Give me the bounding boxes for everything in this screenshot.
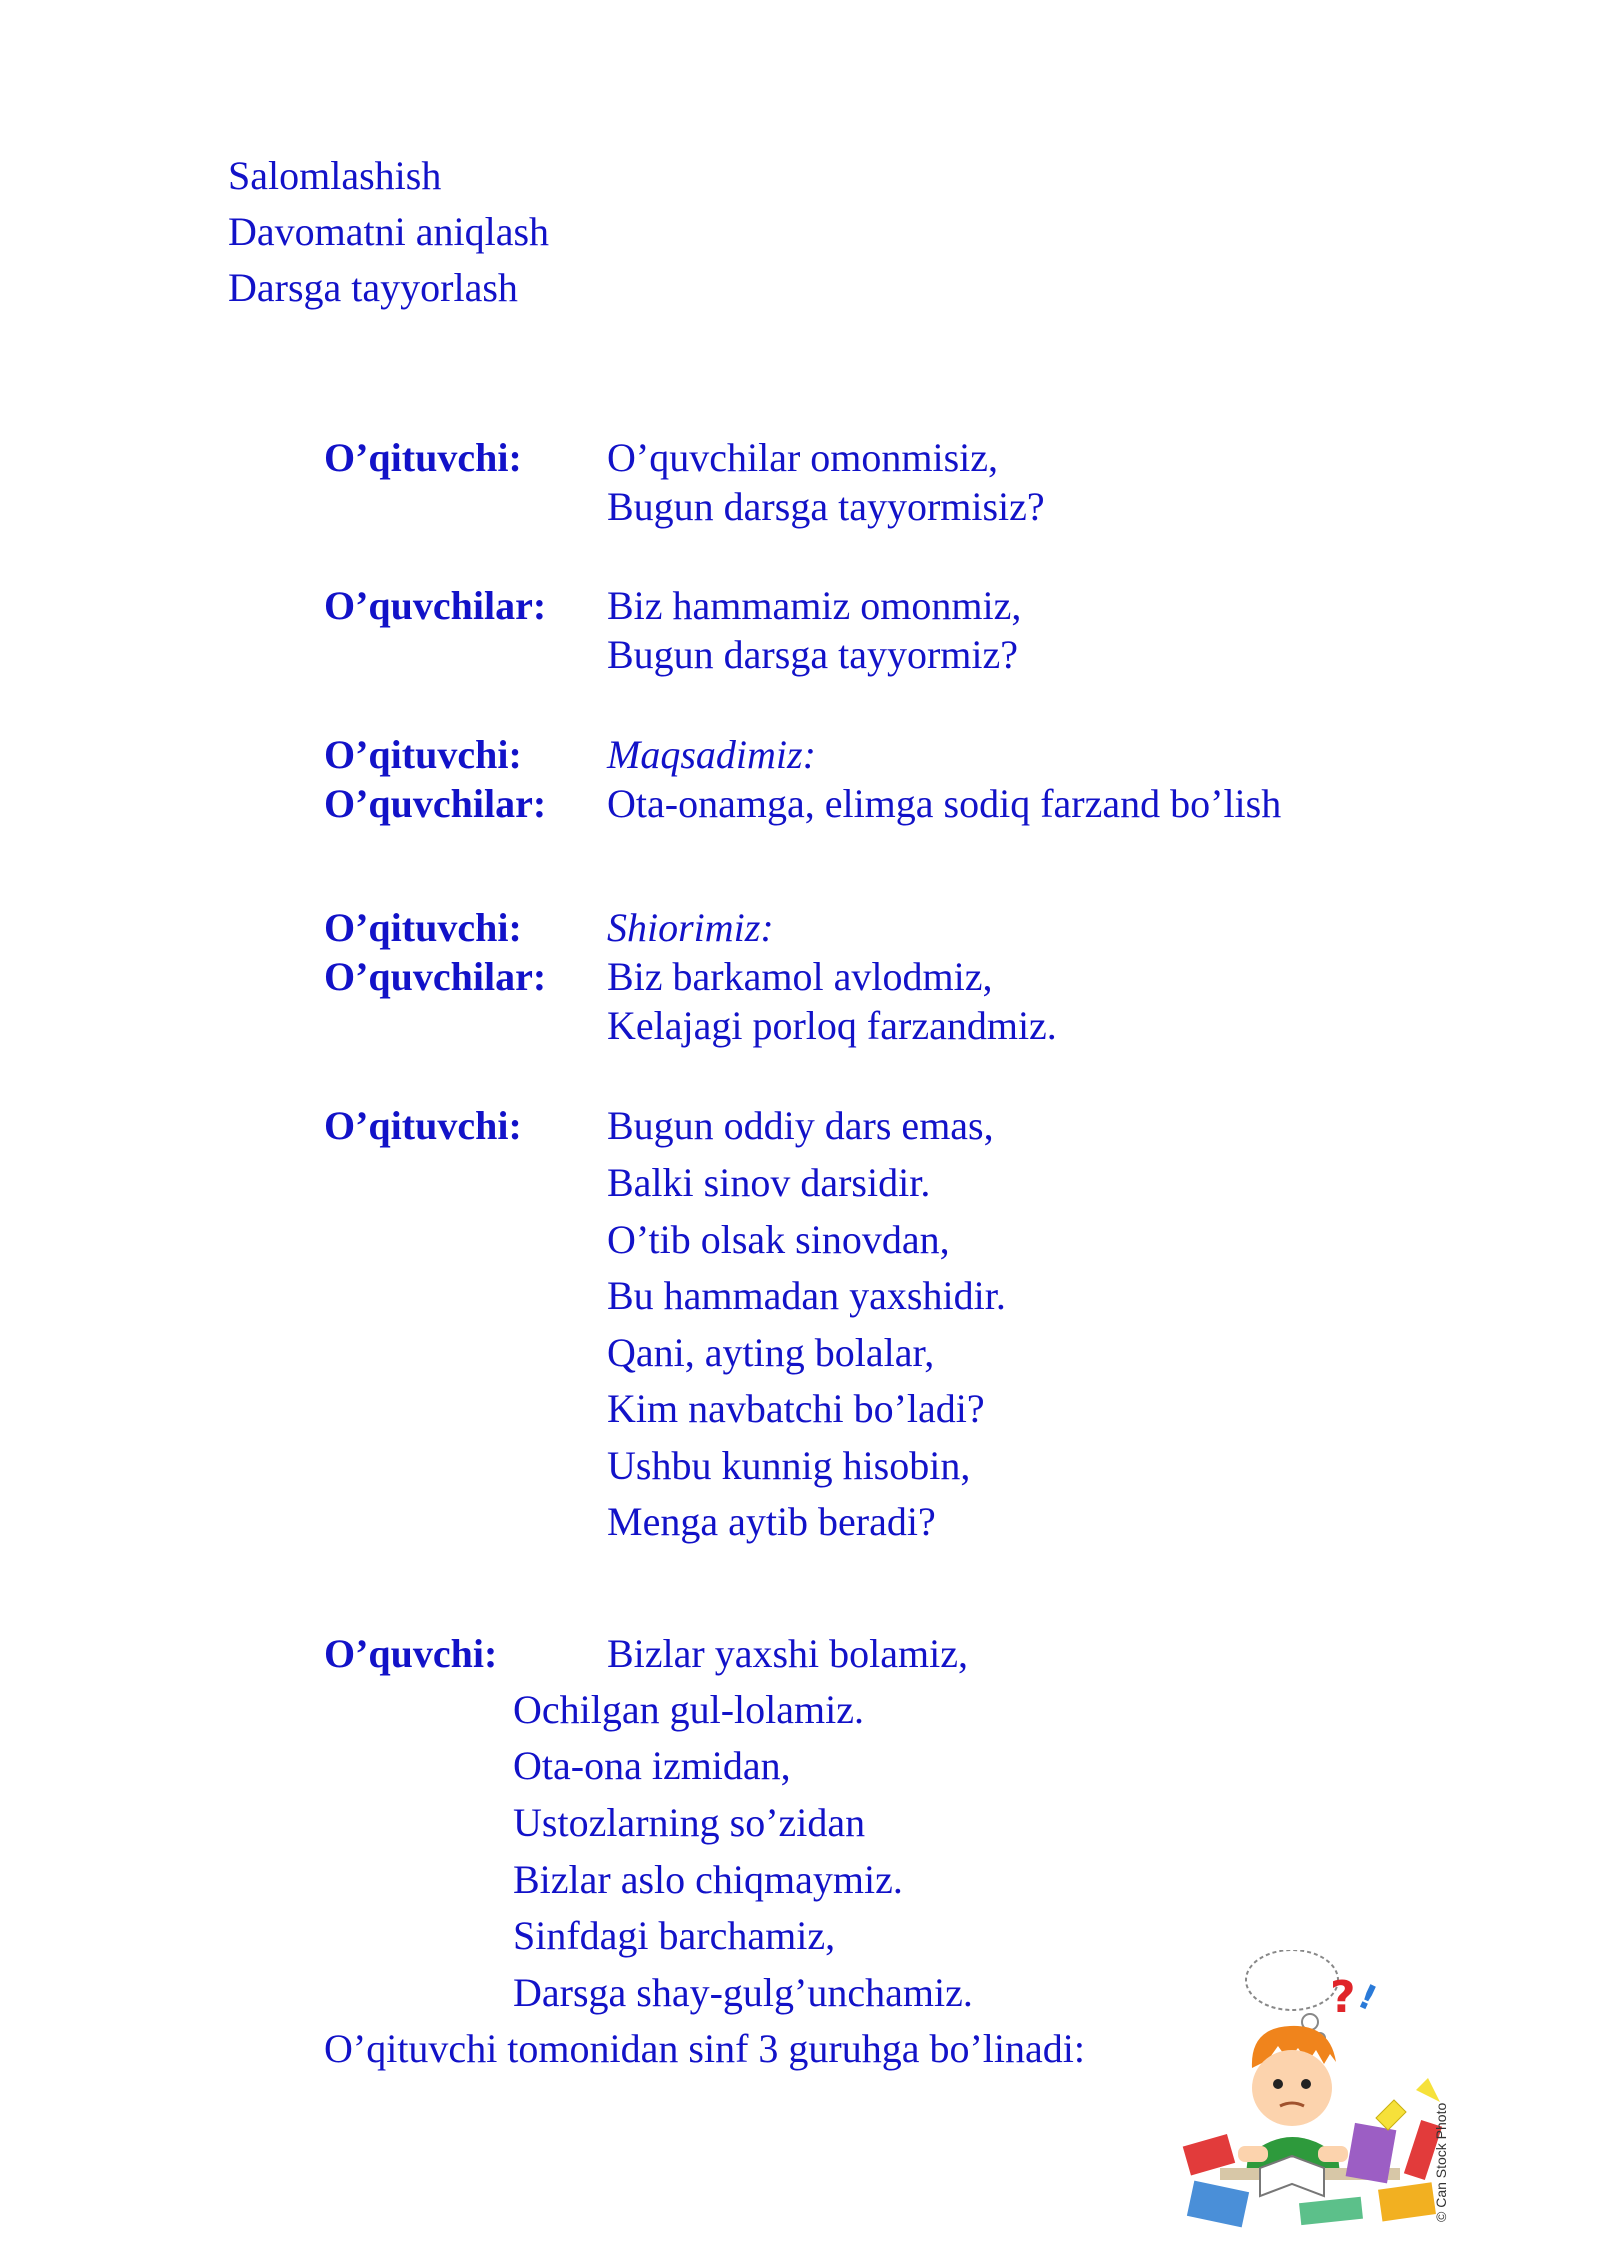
dialogue-line: Balki sinov darsidir. [607,1160,931,1205]
svg-text:?: ? [1330,1972,1356,2023]
dialogue-line: Ochilgan gul-lolamiz. [513,1687,865,1732]
dialogue-line: Qani, ayting bolalar, [607,1330,935,1375]
dialogue-line: Ota-ona izmidan, [513,1743,791,1788]
dialogue-line: Ota-onamga, elimga sodiq farzand bo’lish [607,781,1282,826]
speaker-label: O’quvchilar: [324,954,547,999]
dialogue-line: Ustozlarning so’zidan [513,1800,866,1845]
intro-item: Salomlashish [228,153,442,198]
image-credit: © Can Stock Photo [1433,2102,1449,2222]
intro-item: Darsga tayyorlash [228,265,518,310]
dialogue-line: Bugun darsga tayyormisiz? [607,484,1045,529]
intro-item: Davomatni aniqlash [228,209,550,254]
dialogue-line: O’quvchilar omonmisiz, [607,435,999,480]
dialogue-line: Bizlar aslo chiqmaymiz. [513,1857,903,1902]
speaker-label: O’quvchilar: [324,583,547,628]
svg-text:!: ! [1351,1976,1383,2020]
speaker-label: O’quvchi: [324,1631,498,1676]
dialogue-line: Sinfdagi barchamiz, [513,1913,836,1958]
dialogue-line: Shiorimiz: [607,905,774,950]
dialogue-line: Darsga shay-gulg’unchamiz. [513,1970,973,2015]
dialogue-line: Kelajagi porloq farzandmiz. [607,1003,1057,1048]
dialogue-line: Biz barkamol avlodmiz, [607,954,993,999]
speaker-label: O’qituvchi: [324,732,522,777]
speaker-label: O’qituvchi: [324,905,522,950]
dialogue-line: Bugun oddiy dars emas, [607,1103,994,1148]
dialogue-line: Maqsadimiz: [607,732,816,777]
closing-line: O’qituvchi tomonidan sinf 3 guruhga bo’linadi: [324,2026,1085,2071]
student-illustration [1180,1950,1500,2250]
speaker-label: O’qituvchi: [324,435,522,480]
speaker-label: O’quvchilar: [324,781,547,826]
dialogue-line: Menga aytib beradi? [607,1499,936,1544]
dialogue-line: Ushbu kunnig hisobin, [607,1443,971,1488]
dialogue-line: Bu hammadan yaxshidir. [607,1273,1006,1318]
boy-thinking-icon [1180,1950,1500,2250]
dialogue-line: Bugun darsga tayyormiz? [607,632,1018,677]
dialogue-line: Kim navbatchi bo’ladi? [607,1386,985,1431]
dialogue-line: Biz hammamiz omonmiz, [607,583,1022,628]
dialogue-line: Bizlar yaxshi bolamiz, [607,1631,969,1676]
speaker-label: O’qituvchi: [324,1103,522,1148]
dialogue-line: O’tib olsak sinovdan, [607,1217,950,1262]
